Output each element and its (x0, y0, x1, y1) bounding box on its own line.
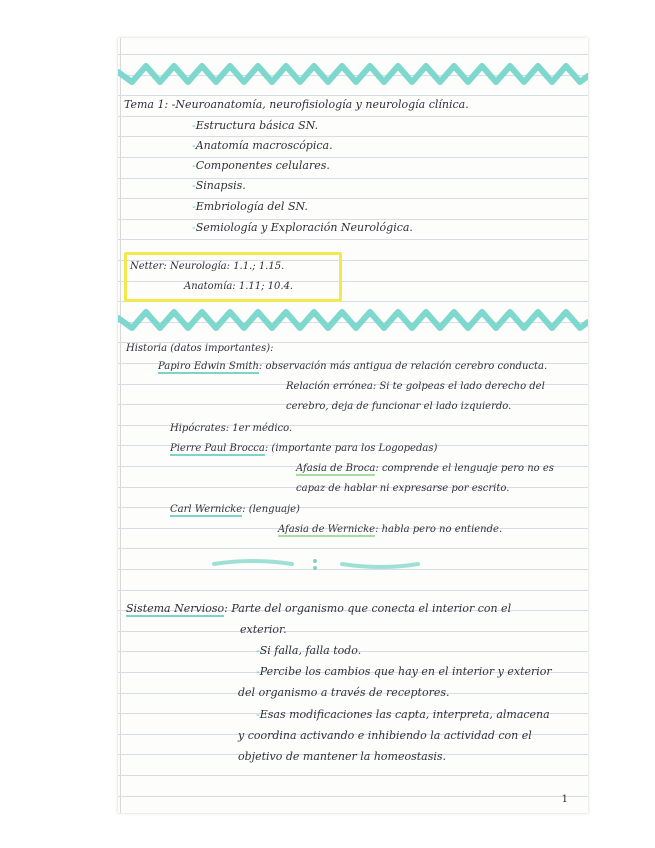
wave-divider (212, 556, 422, 572)
afasia-broca-line-1: Afasia de Broca: comprende el lenguaje pero no es (296, 463, 554, 474)
tema-item: -Sinapsis. (192, 179, 246, 192)
tema-item: -Anatomía macroscópica. (192, 139, 333, 152)
ruled-line (118, 116, 588, 117)
page-number: 1 (561, 794, 568, 805)
relacion-line-2: cerebro, deja de funcionar el lado izquierdo. (286, 401, 512, 412)
ruled-line (118, 198, 588, 199)
ruled-line (118, 54, 588, 55)
ruled-line (118, 219, 588, 220)
zigzag-divider-top (118, 62, 588, 86)
ruled-line (118, 95, 588, 96)
ruled-line (118, 796, 588, 797)
ruled-line (118, 136, 588, 137)
netter-line-1: Netter: Neurología: 1.1.; 1.15. (130, 261, 285, 272)
sistema-bullet-2-cont: del organismo a través de receptores. (238, 686, 450, 699)
afasia-wernicke-line: Afasia de Wernicke: habla pero no entiende. (278, 524, 503, 535)
netter-line-2: Anatomía: 1.11; 10.4. (184, 281, 294, 292)
ruled-line (118, 239, 588, 240)
tema-item: -Embriología del SN. (192, 200, 308, 213)
ruled-line (118, 548, 588, 549)
hipocrates-line: Hipócrates: 1er médico. (170, 423, 293, 434)
tema-item: -Componentes celulares. (192, 159, 330, 172)
sistema-bullet-2: -Percibe los cambios que hay en el interior y exterior (256, 665, 552, 678)
netter-highlight-box (124, 252, 342, 302)
sistema-line-1: Sistema Nervioso: Parte del organismo que conecta el interior con el (126, 602, 512, 615)
sistema-bullet-3-cont: y coordina activando e inhibiendo la actividad con el (238, 729, 532, 742)
relacion-line-1: Relación errónea: Si te golpeas el lado derecho del (286, 381, 545, 392)
afasia-broca-line-2: capaz de hablar ni expresarse por escrito. (296, 483, 510, 494)
tema-title: Tema 1: -Neuroanatomía, neurofisiología y neurología clínica. (124, 98, 469, 111)
sistema-bullet-3-cont-2: objetivo de mantener la homeostasis. (238, 750, 447, 763)
papiro-line: Papiro Edwin Smith: observación más antigua de relación cerebro conducta. (158, 361, 548, 372)
tema-item: -Semiología y Exploración Neurológica. (192, 221, 413, 234)
ruled-line (118, 178, 588, 179)
sistema-bullet-1: -Si falla, falla todo. (256, 644, 362, 657)
notebook-page (118, 38, 588, 813)
broca-line: Pierre Paul Brocca: (importante para los Logopedas) (170, 443, 438, 454)
historia-heading: Historia (datos importantes): (126, 343, 274, 354)
ruled-line (118, 157, 588, 158)
tema-item: -Estructura básica SN. (192, 119, 319, 132)
sistema-bullet-3: -Esas modificaciones las capta, interpreta, almacena (256, 708, 550, 721)
ruled-line (118, 631, 588, 632)
sistema-line-2: exterior. (240, 623, 287, 636)
ruled-line (118, 590, 588, 591)
zigzag-divider-middle (118, 308, 588, 332)
wernicke-line: Carl Wernicke: (lenguaje) (170, 504, 300, 515)
ruled-line (118, 775, 588, 776)
